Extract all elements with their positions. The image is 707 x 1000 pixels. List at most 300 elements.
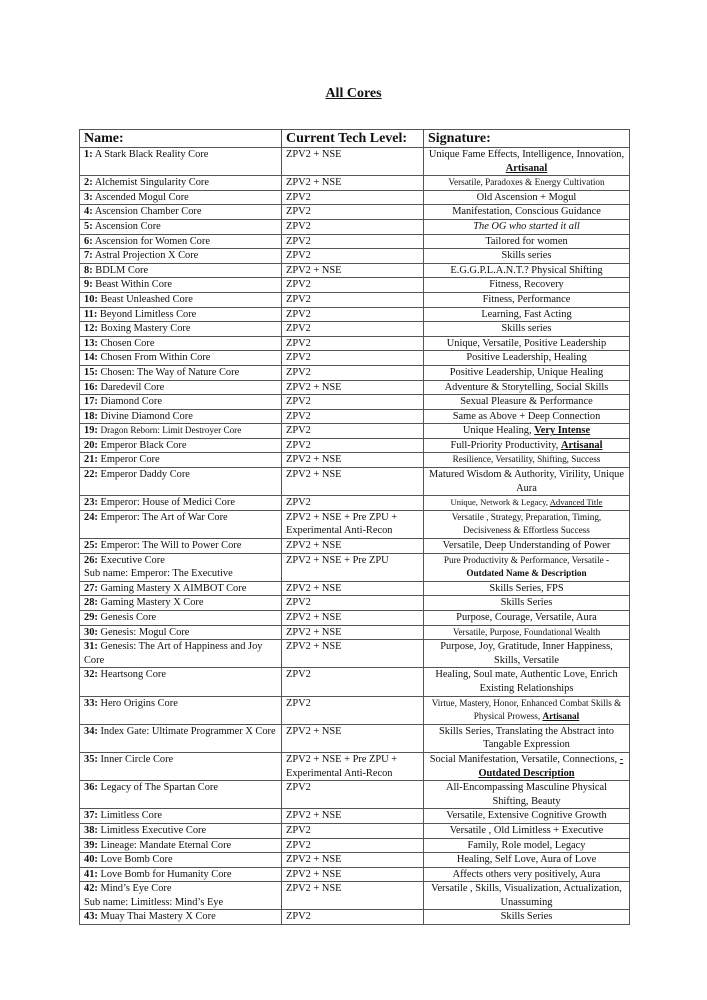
core-name-cell <box>80 380 282 395</box>
table-row <box>80 438 630 453</box>
core-number: 36: <box>84 782 98 794</box>
core-number: 29: <box>84 612 98 623</box>
core-name-cell <box>80 148 282 176</box>
tech-level-cell: ZPV2 <box>282 365 424 380</box>
table-row <box>80 453 630 468</box>
core-number: 23: <box>84 497 98 509</box>
table-row <box>80 611 630 626</box>
signature-cell <box>424 696 630 724</box>
table-row <box>80 809 630 824</box>
table-row <box>80 307 630 322</box>
signature-text: Pure Productivity & Performance, Versatile <box>443 554 604 565</box>
core-name: Emperor Black Core <box>100 439 187 451</box>
core-name-cell <box>80 882 282 910</box>
core-number: 8: <box>84 264 93 276</box>
table-row <box>80 496 630 511</box>
core-name: Ascended Mogul Core <box>94 191 189 203</box>
signature-text: Unique Fame Effects, Intelligence, Innovation, <box>428 149 625 160</box>
table-row <box>80 278 630 293</box>
tech-level-cell: ZPV2 <box>282 351 424 366</box>
table-header-row <box>80 130 630 148</box>
signature-text: Social Manifestation, Versatile, Connections, <box>429 753 620 765</box>
core-name: Inner Circle Core <box>100 753 174 765</box>
core-number: 3: <box>84 191 93 203</box>
table-row <box>80 553 630 581</box>
core-number: 4: <box>84 206 93 218</box>
signature-text: All-Encompassing Masculine Physical Shifting, Beauty <box>445 782 608 807</box>
tech-level-cell: ZPV2 + NSE <box>282 148 424 176</box>
core-number: 33: <box>84 697 98 709</box>
tech-level-cell: ZPV2 + NSE <box>282 453 424 468</box>
core-number: 24: <box>84 511 98 523</box>
tech-level-cell: ZPV2 + NSE <box>282 611 424 626</box>
tech-level-cell: ZPV2 <box>282 190 424 205</box>
core-number: 15: <box>84 366 98 378</box>
core-number: 21: <box>84 454 98 466</box>
core-name-cell <box>80 234 282 249</box>
signature-text: Fitness, Performance <box>482 293 571 305</box>
core-name: Love Bomb Core <box>100 854 173 866</box>
signature-text: Skills Series, Translating the Abstract into Tangable Expression <box>439 725 614 751</box>
core-name-cell <box>80 640 282 668</box>
table-row <box>80 596 630 611</box>
core-name-cell <box>80 292 282 307</box>
core-name: Emperor: House of Medici Core <box>100 497 235 509</box>
core-name: Index Gate: Ultimate Programmer X Core <box>100 725 276 737</box>
core-name-cell <box>80 625 282 640</box>
core-name-cell <box>80 510 282 538</box>
core-name-cell <box>80 696 282 724</box>
signature-highlight: Artisanal <box>505 162 548 174</box>
core-name: Emperor: The Will to Power Core <box>100 540 242 552</box>
signature-cell <box>424 365 630 380</box>
core-name-cell <box>80 752 282 780</box>
table-row <box>80 395 630 410</box>
tech-level-cell: ZPV2 + NSE <box>282 468 424 496</box>
tech-level-cell: ZPV2 + NSE <box>282 625 424 640</box>
core-number: 9: <box>84 279 93 291</box>
core-name: Chosen From Within Core <box>100 352 211 364</box>
table-row <box>80 910 630 925</box>
core-name: Emperor Core <box>100 454 160 466</box>
signature-cell <box>424 752 630 780</box>
table-row <box>80 234 630 249</box>
core-name-cell <box>80 263 282 278</box>
core-name-cell <box>80 853 282 868</box>
core-number: 43: <box>84 911 98 923</box>
core-name: Beast Within Core <box>95 279 172 291</box>
core-number: 1: <box>84 149 93 160</box>
core-name: Mind’s Eye Core <box>100 883 172 895</box>
core-name-cell <box>80 322 282 337</box>
signature-cell <box>424 640 630 668</box>
table-row <box>80 853 630 868</box>
core-number: 11: <box>84 308 98 320</box>
signature-cell <box>424 809 630 824</box>
core-number: 32: <box>84 669 98 681</box>
core-number: 27: <box>84 582 98 594</box>
core-number: 16: <box>84 381 98 393</box>
core-number: 2: <box>84 177 93 189</box>
core-number: 30: <box>84 626 98 638</box>
signature-text: Manifestation, Conscious Guidance <box>452 206 601 218</box>
core-name-cell <box>80 496 282 511</box>
core-name: Heartsong Core <box>100 669 166 681</box>
signature-text: Unique, Network & Legacy, <box>450 497 549 508</box>
core-name-cell <box>80 539 282 554</box>
signature-text: Family, Role model, Legacy <box>467 839 586 851</box>
core-name-cell <box>80 867 282 882</box>
signature-text: Resilience, Versatility, Shifting, Success <box>452 454 601 465</box>
core-name-cell <box>80 838 282 853</box>
signature-text: Fitness, Recovery <box>489 279 564 291</box>
signature-text: Tailored for women <box>485 235 568 247</box>
tech-level-cell: ZPV2 <box>282 438 424 453</box>
tech-level-cell: ZPV2 + NSE <box>282 882 424 910</box>
core-name: Love Bomb for Humanity Core <box>100 868 232 880</box>
signature-highlight: Advanced Title <box>549 497 603 508</box>
table-row <box>80 322 630 337</box>
signature-cell <box>424 539 630 554</box>
core-name-cell <box>80 409 282 424</box>
core-name-cell <box>80 468 282 496</box>
core-name-cell <box>80 809 282 824</box>
core-name-cell <box>80 453 282 468</box>
table-row <box>80 424 630 439</box>
core-number: 13: <box>84 337 98 349</box>
signature-cell <box>424 336 630 351</box>
signature-text: Matured Wisdom & Authority, Virility, Unique Aura <box>429 469 624 494</box>
signature-text: Versatile , Strategy, Preparation, Timing, Decisiveness & Effortless Success <box>451 511 602 536</box>
tech-level-cell: ZPV2 + NSE <box>282 176 424 191</box>
core-number: 7: <box>84 250 93 262</box>
core-name: Genesis: The Art of Happiness and Joy Core <box>84 641 263 666</box>
signature-text: Learning, Fast Acting <box>481 308 572 320</box>
table-row <box>80 781 630 809</box>
tech-level-cell: ZPV2 <box>282 249 424 264</box>
signature-cell <box>424 510 630 538</box>
tech-level-cell: ZPV2 <box>282 696 424 724</box>
table-row <box>80 190 630 205</box>
core-name: Emperor: The Art of War Core <box>100 511 228 523</box>
core-number: 12: <box>84 323 98 335</box>
core-number: 6: <box>84 235 93 247</box>
core-name-cell <box>80 611 282 626</box>
core-name: Ascension Core <box>94 220 161 232</box>
core-number: 42: <box>84 883 98 895</box>
core-name: Daredevil Core <box>100 381 165 393</box>
signature-text: Skills Series, FPS <box>489 582 564 594</box>
signature-highlight: - Outdated Description <box>478 753 624 779</box>
signature-text: Adventure & Storytelling, Social Skills <box>444 381 609 393</box>
table-row <box>80 510 630 538</box>
table-row <box>80 668 630 696</box>
signature-text: Versatile , Skills, Visualization, Actualization, Unassuming <box>431 883 622 908</box>
signature-cell <box>424 249 630 264</box>
core-name: Gaming Mastery X Core <box>100 597 204 609</box>
core-number: 19: <box>84 425 98 437</box>
signature-text: Full-Priority Productivity, <box>450 439 559 451</box>
signature-cell <box>424 292 630 307</box>
core-name-cell <box>80 724 282 752</box>
signature-text: Skills series <box>501 250 552 262</box>
core-name-cell <box>80 395 282 410</box>
signature-text: Versatile, Purpose, Foundational Wealth <box>452 626 601 637</box>
tech-level-cell: ZPV2 <box>282 278 424 293</box>
table-row <box>80 176 630 191</box>
signature-text: Versatile , Old Limitless + Executive <box>449 824 604 836</box>
core-name-cell <box>80 438 282 453</box>
core-number: 10: <box>84 293 98 305</box>
cores-table <box>79 129 630 925</box>
core-number: 18: <box>84 410 98 422</box>
table-row <box>80 219 630 234</box>
core-number: 14: <box>84 352 98 364</box>
signature-text: Old Ascension + Mogul <box>476 191 577 203</box>
table-row <box>80 724 630 752</box>
core-name-cell <box>80 823 282 838</box>
table-row <box>80 351 630 366</box>
table-row <box>80 336 630 351</box>
core-name-cell <box>80 278 282 293</box>
signature-cell <box>424 190 630 205</box>
signature-cell <box>424 468 630 496</box>
table-row <box>80 468 630 496</box>
tech-level-cell: ZPV2 + NSE + Pre ZPU + Experimental Anti-Recon <box>282 752 424 780</box>
tech-level-cell: ZPV2 + NSE <box>282 724 424 752</box>
signature-cell <box>424 882 630 910</box>
core-name: Divine Diamond Core <box>100 410 193 422</box>
signature-cell <box>424 453 630 468</box>
tech-level-cell: ZPV2 <box>282 336 424 351</box>
signature-cell <box>424 823 630 838</box>
tech-level-cell: ZPV2 + NSE + Pre ZPU <box>282 553 424 581</box>
core-name: Emperor Daddy Core <box>100 469 190 481</box>
tech-level-cell: ZPV2 <box>282 668 424 696</box>
core-name: Legacy of The Spartan Core <box>100 782 218 794</box>
table-row <box>80 409 630 424</box>
core-number: 39: <box>84 839 98 851</box>
signature-cell <box>424 395 630 410</box>
table-row <box>80 625 630 640</box>
tech-level-cell: ZPV2 <box>282 322 424 337</box>
signature-highlight: Artisanal <box>542 711 580 722</box>
signature-text: Versatile, Paradoxes & Energy Cultivation <box>448 177 605 188</box>
core-name-cell <box>80 190 282 205</box>
table-body <box>80 148 630 925</box>
signature-cell <box>424 380 630 395</box>
core-name-cell <box>80 424 282 439</box>
signature-cell <box>424 625 630 640</box>
signature-cell <box>424 781 630 809</box>
core-name: Muay Thai Mastery X Core <box>100 911 216 923</box>
core-name-cell <box>80 596 282 611</box>
tech-level-cell: ZPV2 <box>282 910 424 925</box>
signature-text: Unique Healing, <box>462 425 532 437</box>
tech-level-cell: ZPV2 <box>282 219 424 234</box>
tech-level-cell: ZPV2 + NSE <box>282 809 424 824</box>
signature-highlight: Artisanal <box>560 439 603 451</box>
signature-text: Same as Above + Deep Connection <box>452 410 601 422</box>
core-name: Limitless Executive Core <box>100 824 207 836</box>
signature-text: Versatile, Extensive Cognitive Growth <box>446 810 607 822</box>
core-number: 34: <box>84 725 98 737</box>
tech-level-cell: ZPV2 + NSE <box>282 867 424 882</box>
core-name-cell <box>80 176 282 191</box>
table-row <box>80 696 630 724</box>
signature-text: Positive Leadership, Unique Healing <box>449 366 604 378</box>
table-row <box>80 581 630 596</box>
tech-level-cell: ZPV2 + NSE <box>282 263 424 278</box>
core-number: 38: <box>84 824 98 836</box>
signature-cell <box>424 838 630 853</box>
table-row <box>80 867 630 882</box>
core-name: Gaming Mastery X AIMBOT Core <box>100 582 247 594</box>
tech-level-cell: ZPV2 + NSE <box>282 581 424 596</box>
signature-cell <box>424 307 630 322</box>
signature-cell <box>424 853 630 868</box>
signature-text: E.G.G.P.L.A.N.T.? Physical Shifting <box>450 264 603 276</box>
signature-cell <box>424 205 630 220</box>
core-name: Executive Core <box>100 554 165 566</box>
signature-text: Affects others very positively, Aura <box>452 868 601 880</box>
core-name-cell <box>80 351 282 366</box>
table-row <box>80 838 630 853</box>
tech-level-cell: ZPV2 <box>282 496 424 511</box>
table-row <box>80 823 630 838</box>
table-row <box>80 249 630 264</box>
table-row <box>80 205 630 220</box>
signature-cell <box>424 234 630 249</box>
core-name: Hero Origins Core <box>100 697 178 709</box>
core-name-cell <box>80 668 282 696</box>
core-name: Dragon Reborn: Limit Destroyer Core <box>100 425 242 436</box>
core-name-cell <box>80 307 282 322</box>
signature-cell <box>424 668 630 696</box>
core-number: 41: <box>84 868 98 880</box>
core-subname: Sub name: Limitless: Mind’s Eye <box>84 896 224 908</box>
signature-cell <box>424 351 630 366</box>
core-number: 35: <box>84 753 98 765</box>
signature-text: Purpose, Joy, Gratitude, Inner Happiness, Skills, Versatile <box>440 641 613 666</box>
signature-cell <box>424 596 630 611</box>
table-row <box>80 640 630 668</box>
table-row <box>80 148 630 176</box>
core-name: Chosen Core <box>100 337 155 349</box>
signature-highlight: - Outdated Name & Description <box>466 554 610 579</box>
signature-text: Skills Series <box>500 911 553 923</box>
signature-text: Versatile, Deep Understanding of Power <box>442 540 611 552</box>
signature-text: Purpose, Courage, Versatile, Aura <box>456 612 597 623</box>
page-title: All Cores <box>325 86 382 101</box>
tech-level-cell: ZPV2 <box>282 395 424 410</box>
signature-cell <box>424 724 630 752</box>
tech-level-cell: ZPV2 + NSE <box>282 853 424 868</box>
signature-cell <box>424 867 630 882</box>
tech-level-cell: ZPV2 <box>282 292 424 307</box>
core-name: Genesis Core <box>100 612 157 623</box>
core-name: Limitless Core <box>100 810 162 822</box>
signature-cell <box>424 322 630 337</box>
core-name: Alchemist Singularity Core <box>94 177 209 189</box>
core-name: Beast Unleashed Core <box>100 293 193 305</box>
core-name: Ascension for Women Core <box>94 235 210 247</box>
tech-level-cell: ZPV2 <box>282 838 424 853</box>
table-row <box>80 539 630 554</box>
core-number: 37: <box>84 810 98 822</box>
core-name-cell <box>80 249 282 264</box>
signature-cell <box>424 553 630 581</box>
core-name-cell <box>80 781 282 809</box>
signature-text: Skills Series <box>500 597 553 609</box>
tech-level-cell: ZPV2 <box>282 307 424 322</box>
core-number: 22: <box>84 469 98 481</box>
signature-text: The OG who started it all <box>473 220 580 232</box>
core-name: Ascension Chamber Core <box>94 206 202 218</box>
signature-cell <box>424 148 630 176</box>
core-name: BDLM Core <box>95 264 149 276</box>
core-number: 25: <box>84 540 98 552</box>
core-name-cell <box>80 336 282 351</box>
signature-cell <box>424 438 630 453</box>
tech-level-cell: ZPV2 + NSE <box>282 380 424 395</box>
header-name: Name: <box>80 130 282 148</box>
tech-level-cell: ZPV2 + NSE <box>282 640 424 668</box>
table-row <box>80 292 630 307</box>
table-row <box>80 263 630 278</box>
core-name-cell <box>80 205 282 220</box>
tech-level-cell: ZPV2 <box>282 823 424 838</box>
signature-cell <box>424 424 630 439</box>
core-number: 26: <box>84 554 98 566</box>
signature-cell <box>424 611 630 626</box>
tech-level-cell: ZPV2 <box>282 596 424 611</box>
tech-level-cell: ZPV2 + NSE + Pre ZPU + Experimental Anti-Recon <box>282 510 424 538</box>
signature-text: Healing, Self Love, Aura of Love <box>456 854 597 866</box>
core-name-cell <box>80 581 282 596</box>
core-name-cell <box>80 219 282 234</box>
signature-cell <box>424 496 630 511</box>
signature-text: Sexual Pleasure & Performance <box>460 396 593 408</box>
table-row <box>80 752 630 780</box>
table-row <box>80 365 630 380</box>
signature-cell <box>424 581 630 596</box>
table-row <box>80 882 630 910</box>
signature-text: Virtue, Mastery, Honor, Enhanced Combat Skills & Physical Prowess, <box>431 697 622 722</box>
tech-level-cell: ZPV2 <box>282 409 424 424</box>
signature-cell <box>424 278 630 293</box>
core-name-cell <box>80 553 282 581</box>
core-name: Genesis: Mogul Core <box>100 626 190 638</box>
signature-cell <box>424 219 630 234</box>
core-name: Beyond Limitless Core <box>99 308 197 320</box>
header-signature: Signature: <box>424 130 630 148</box>
core-subname: Sub name: Emperor: The Executive <box>84 568 233 580</box>
core-number: 5: <box>84 220 93 232</box>
signature-text: Healing, Soul mate, Authentic Love, Enrich Existing Relationships <box>435 669 618 694</box>
tech-level-cell: ZPV2 <box>282 781 424 809</box>
signature-text: Unique, Versatile, Positive Leadership <box>446 337 607 349</box>
core-name: Diamond Core <box>100 396 162 408</box>
tech-level-cell: ZPV2 <box>282 424 424 439</box>
tech-level-cell: ZPV2 <box>282 234 424 249</box>
signature-highlight: Very Intense <box>534 425 591 437</box>
core-name: Astral Projection X Core <box>94 250 199 262</box>
core-number: 40: <box>84 854 98 866</box>
signature-cell <box>424 176 630 191</box>
signature-text: Positive Leadership, Healing <box>466 352 587 364</box>
core-number: 17: <box>84 396 98 408</box>
